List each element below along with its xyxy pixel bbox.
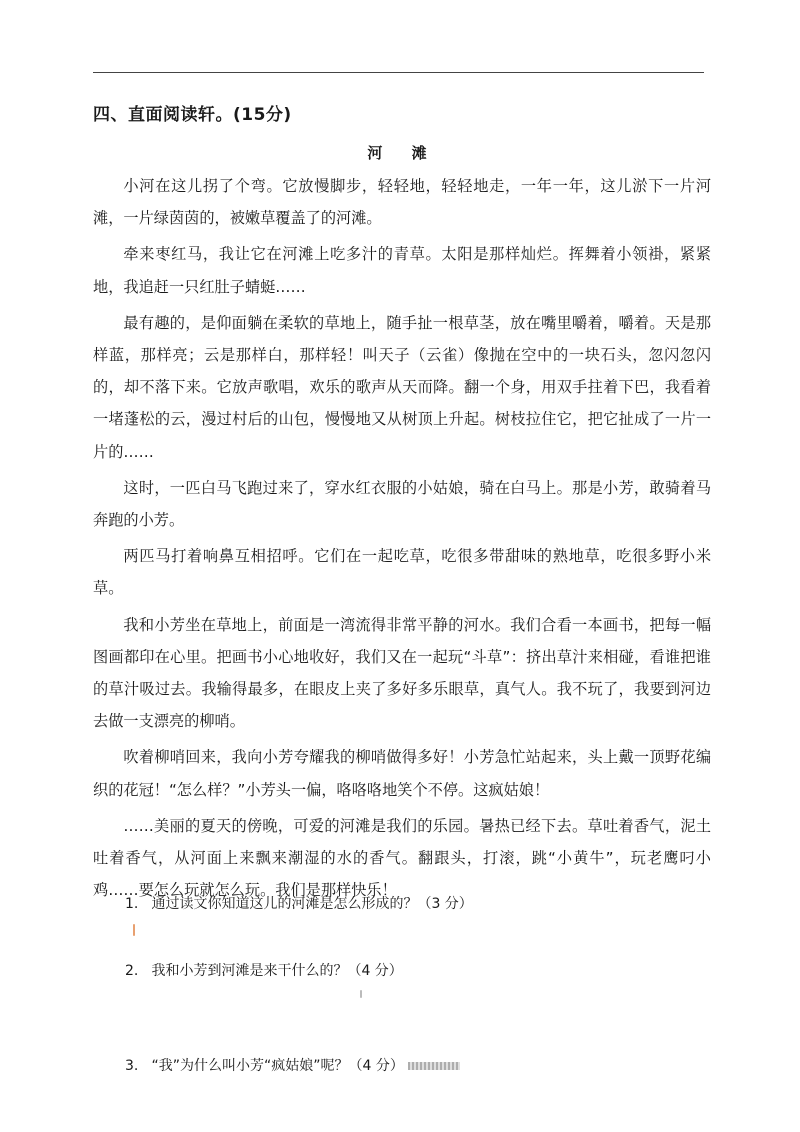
top-divider (93, 72, 704, 73)
paragraph: 牵来枣红马，我让它在河滩上吃多汁的青草。太阳是那样灿烂。挥舞着小领褂，紧紧地，我追赶一只红肚子蜻蜓…… (93, 245, 711, 296)
scan-artifact-mark (360, 990, 362, 998)
question-text: 我和小芳到河滩是来干什么的？（4 分） (151, 963, 403, 979)
question-number: 2. (125, 963, 139, 979)
question-text: “我”为什么叫小芳“疯姑娘”呢？（4 分） (151, 1058, 404, 1074)
question-number: 1. (125, 896, 139, 912)
paragraph: 两匹马打着响鼻互相招呼。它们在一起吃草，吃很多带甜味的熟地草，吃很多野小米草。 (93, 547, 711, 598)
paragraph: ……美丽的夏天的傍晚，可爱的河滩是我们的乐园。暑热已经下去。草吐着香气，泥土吐着香气，从河面上来飘来潮湿的水的香气。翻跟头，打滚，跳“小黄牛”，玩老鹰叼小鸡……要怎么玩就怎么玩。我们是那样快乐！ (93, 816, 711, 900)
question-number: 3. (125, 1058, 139, 1074)
question-3 (125, 1055, 460, 1075)
article-body (93, 170, 711, 910)
question-2 (125, 960, 403, 980)
paragraph: 吹着柳哨回来，我向小芳夸耀我的柳哨做得多好！小芳急忙站起来，头上戴一顶野花编织的花冠！“怎么样？”小芳头一偏，咯咯咯地笑个不停。这疯姑娘！ (93, 748, 711, 799)
section-heading: 四、直面阅读轩。(15分) (93, 105, 292, 125)
paragraph: 最有趣的，是仰面躺在柔软的草地上，随手扯一根草茎，放在嘴里嚼着，嚼着。天是那样蓝，那样亮；云是那样白，那样轻！叫天子（云雀）像抛在空中的一块石头，忽闪忽闪的，却不落下来。它放声歌唱，欢乐的歌声从天而降。翻一个身，用双手拄着下巴，我看着一堵蓬松的云，漫过村后的山包，慢慢地又从树顶上升起。树枝拉住它，把它扯成了一片一片的…… (93, 313, 711, 461)
scan-artifact-mark (133, 924, 135, 936)
question-text: 通过读文你知道这儿的河滩是怎么形成的？（3 分） (151, 896, 473, 912)
question-1 (125, 893, 473, 913)
paragraph: 我和小芳坐在草地上，前面是一湾流得非常平静的河水。我们合看一本画书，把每一幅图画都印在心里。把画书小心地收好，我们又在一起玩“斗草”：挤出草汁来相碰，看谁把谁的草汁吸过去。我输得最多，在眼皮上夹了多好多乐眼草，真气人。我不玩了，我要到河边去做一支漂亮的柳哨。 (93, 615, 711, 731)
paragraph: 这时，一匹白马飞跑过来了，穿水红衣服的小姑娘，骑在白马上。那是小芳，敢骑着马奔跑的小芳。 (93, 478, 711, 530)
article-title: 河 滩 (367, 144, 439, 162)
scan-smudge (408, 1062, 460, 1070)
paragraph: 小河在这儿拐了个弯。它放慢脚步，轻轻地，轻轻地走，一年一年，这儿淤下一片河滩，一片绿茵茵的，被嫩草覆盖了的河滩。 (93, 177, 711, 228)
